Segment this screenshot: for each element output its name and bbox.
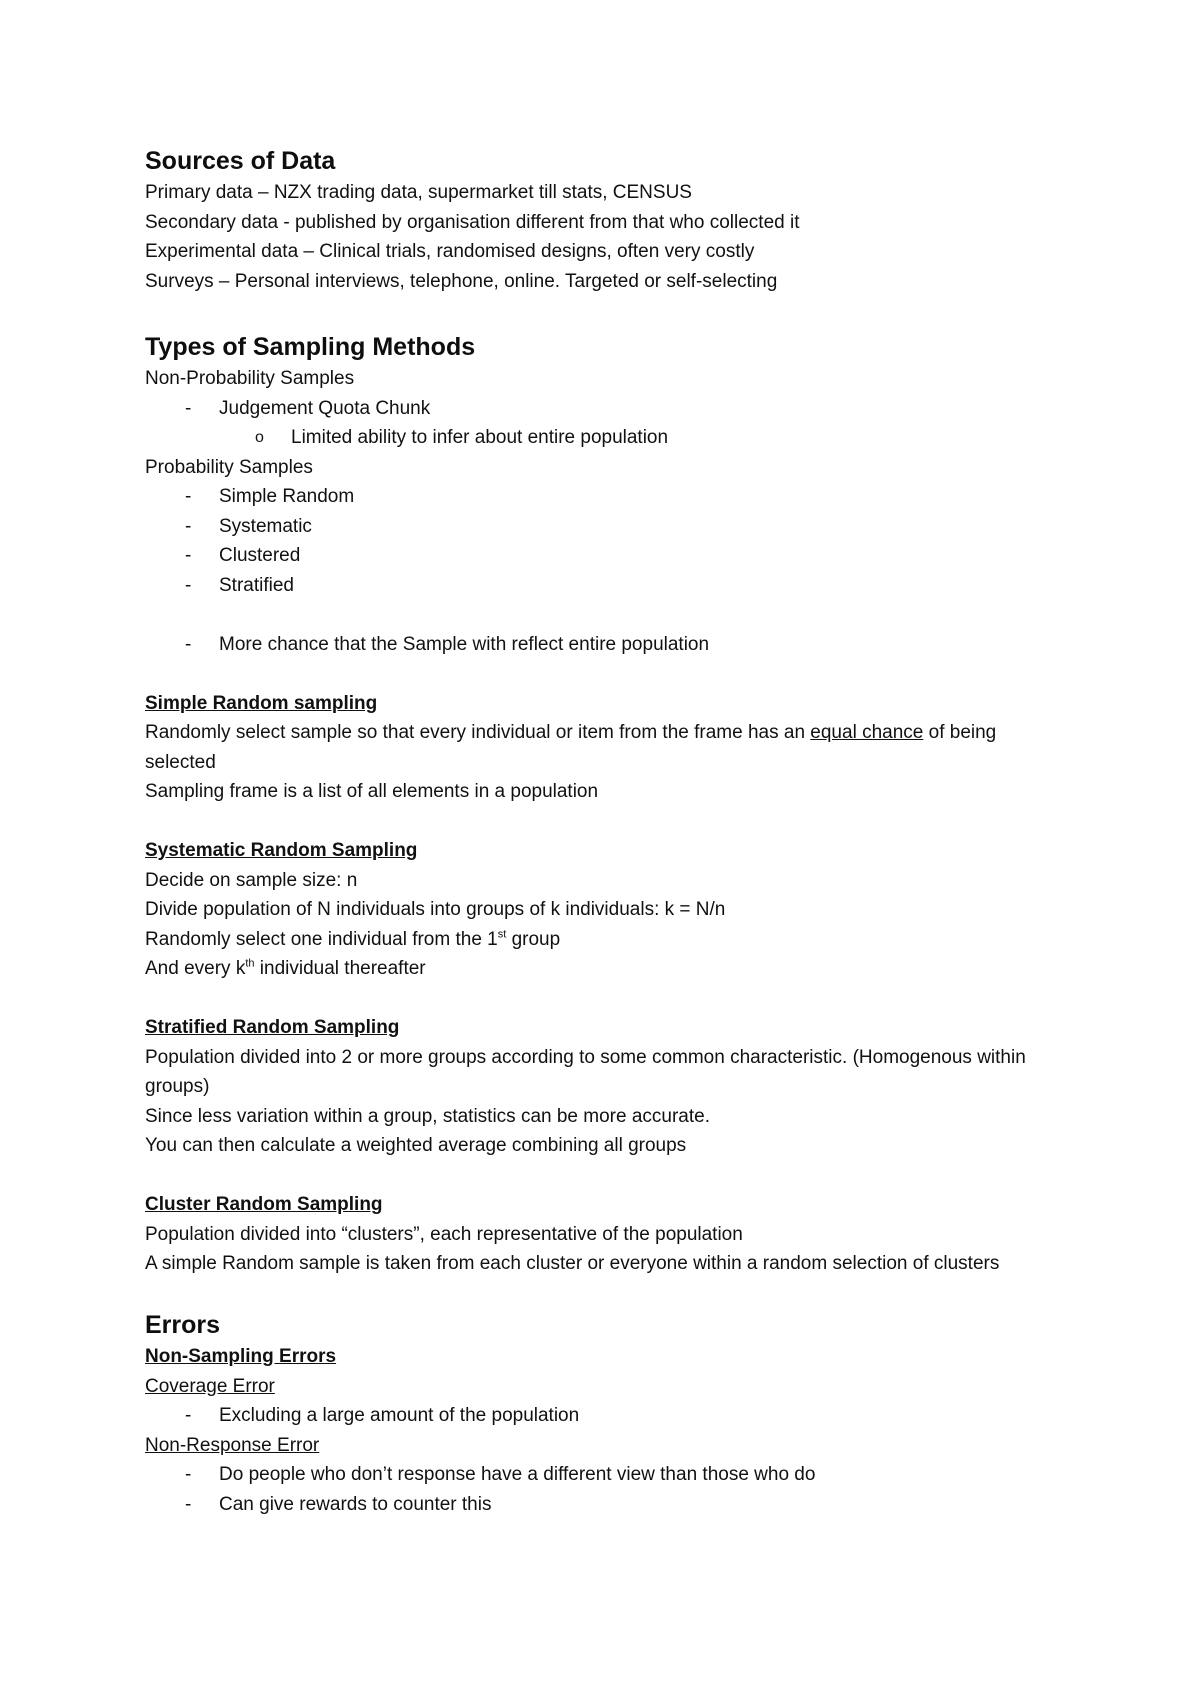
sub-bullet-item: [145, 423, 1045, 453]
text-span: of being selected: [145, 722, 997, 773]
bullet-item: [145, 512, 1045, 542]
spacer: [145, 984, 1045, 1014]
bullet-text: Limited ability to infer about entire population: [291, 427, 669, 448]
dash-bullet-icon: -: [185, 633, 192, 655]
section-heading-sources: Sources of Data: [145, 147, 336, 175]
spacer: [145, 600, 1045, 630]
bullet-text: Excluding a large amount of the population: [219, 1405, 580, 1426]
text-span: And every k: [145, 958, 246, 979]
dash-bullet-icon: -: [185, 486, 192, 507]
spacer: [145, 659, 1045, 689]
subsection-heading-non-sampling: Non-Sampling Errors: [145, 1346, 337, 1367]
bullet-text: Judgement Quota Chunk: [219, 397, 431, 419]
superscript: st: [497, 928, 507, 941]
coverage-error-label: Coverage Error: [145, 1375, 275, 1397]
dash-bullet-icon: -: [185, 515, 192, 537]
text-line: Sampling frame is a list of all elements in a population: [145, 781, 599, 802]
bullet-text: Clustered: [219, 545, 301, 566]
dash-bullet-icon: -: [185, 1493, 192, 1515]
subsection-heading-cluster: Cluster Random Sampling: [145, 1194, 383, 1215]
dash-bullet-icon: -: [185, 397, 192, 419]
bullet-item: [145, 541, 1045, 571]
text-line: Surveys – Personal interviews, telephone, online. Targeted or self-selecting: [145, 270, 778, 292]
spacer: [145, 1279, 1045, 1309]
text-line: [145, 925, 1045, 955]
subsection-heading-systematic: Systematic Random Sampling: [145, 840, 418, 861]
non-response-error-label: Non-Response Error: [145, 1434, 320, 1456]
text-paragraph: [145, 718, 1045, 777]
bullet-text: Can give rewards to counter this: [219, 1493, 492, 1515]
dash-bullet-icon: -: [185, 1405, 192, 1426]
bullet-text: More chance that the Sample with reflect entire population: [219, 633, 710, 655]
spacer: [145, 1161, 1045, 1191]
bullet-item: [145, 1401, 1045, 1431]
circle-bullet-icon: o: [255, 429, 264, 446]
document-page: [145, 144, 1045, 1519]
text-span: Randomly select sample so that every individual or item from the frame has an: [145, 722, 811, 743]
dash-bullet-icon: -: [185, 545, 192, 566]
section-heading-errors: Errors: [145, 1311, 221, 1339]
subsection-heading-stratified: Stratified Random Sampling: [145, 1017, 400, 1038]
bullet-item: [145, 394, 1045, 424]
section-heading-sampling-methods: Types of Sampling Methods: [145, 333, 476, 361]
bullet-item: [145, 1460, 1045, 1490]
text-line: You can then calculate a weighted average combining all groups: [145, 1135, 687, 1156]
text-line: Primary data – NZX trading data, supermarket till stats, CENSUS: [145, 182, 692, 203]
text-paragraph: A simple Random sample is taken from each cluster or everyone within a random selection of clusters: [145, 1253, 1000, 1274]
text-line: Secondary data - published by organisation different from that who collected it: [145, 211, 800, 233]
bullet-item: [145, 482, 1045, 512]
subsection-heading-simple-random: Simple Random sampling: [145, 692, 378, 714]
text-span: Randomly select one individual from the 1: [145, 928, 498, 950]
spacer: [145, 807, 1045, 837]
text-paragraph: Population divided into 2 or more groups according to some common characteristic. (Homogenous within groups): [145, 1046, 1026, 1097]
text-line: Population divided into “clusters”, each representative of the population: [145, 1223, 743, 1245]
text-line: [145, 954, 1045, 984]
text-line: Since less variation within a group, statistics can be more accurate.: [145, 1105, 710, 1127]
probability-label: Probability Samples: [145, 456, 313, 478]
bullet-text: Stratified: [219, 574, 294, 596]
non-probability-label: Non-Probability Samples: [145, 368, 355, 389]
spacer: [145, 296, 1045, 330]
dash-bullet-icon: -: [185, 1464, 192, 1485]
bullet-item: [145, 1490, 1045, 1520]
bullet-text: Systematic: [219, 515, 312, 537]
text-span: group: [506, 928, 561, 950]
bullet-item: [145, 571, 1045, 601]
superscript: th: [245, 957, 255, 970]
text-line: Decide on sample size: n: [145, 869, 358, 891]
text-line: Divide population of N individuals into groups of k individuals: k = N/n: [145, 899, 726, 920]
bullet-text: Do people who don’t response have a different view than those who do: [219, 1464, 816, 1485]
bullet-item: [145, 630, 1045, 660]
text-span: individual thereafter: [254, 958, 426, 979]
dash-bullet-icon: -: [185, 574, 192, 596]
underlined-text: equal chance: [810, 722, 924, 743]
text-line: Experimental data – Clinical trials, randomised designs, often very costly: [145, 241, 755, 262]
bullet-text: Simple Random: [219, 486, 355, 507]
